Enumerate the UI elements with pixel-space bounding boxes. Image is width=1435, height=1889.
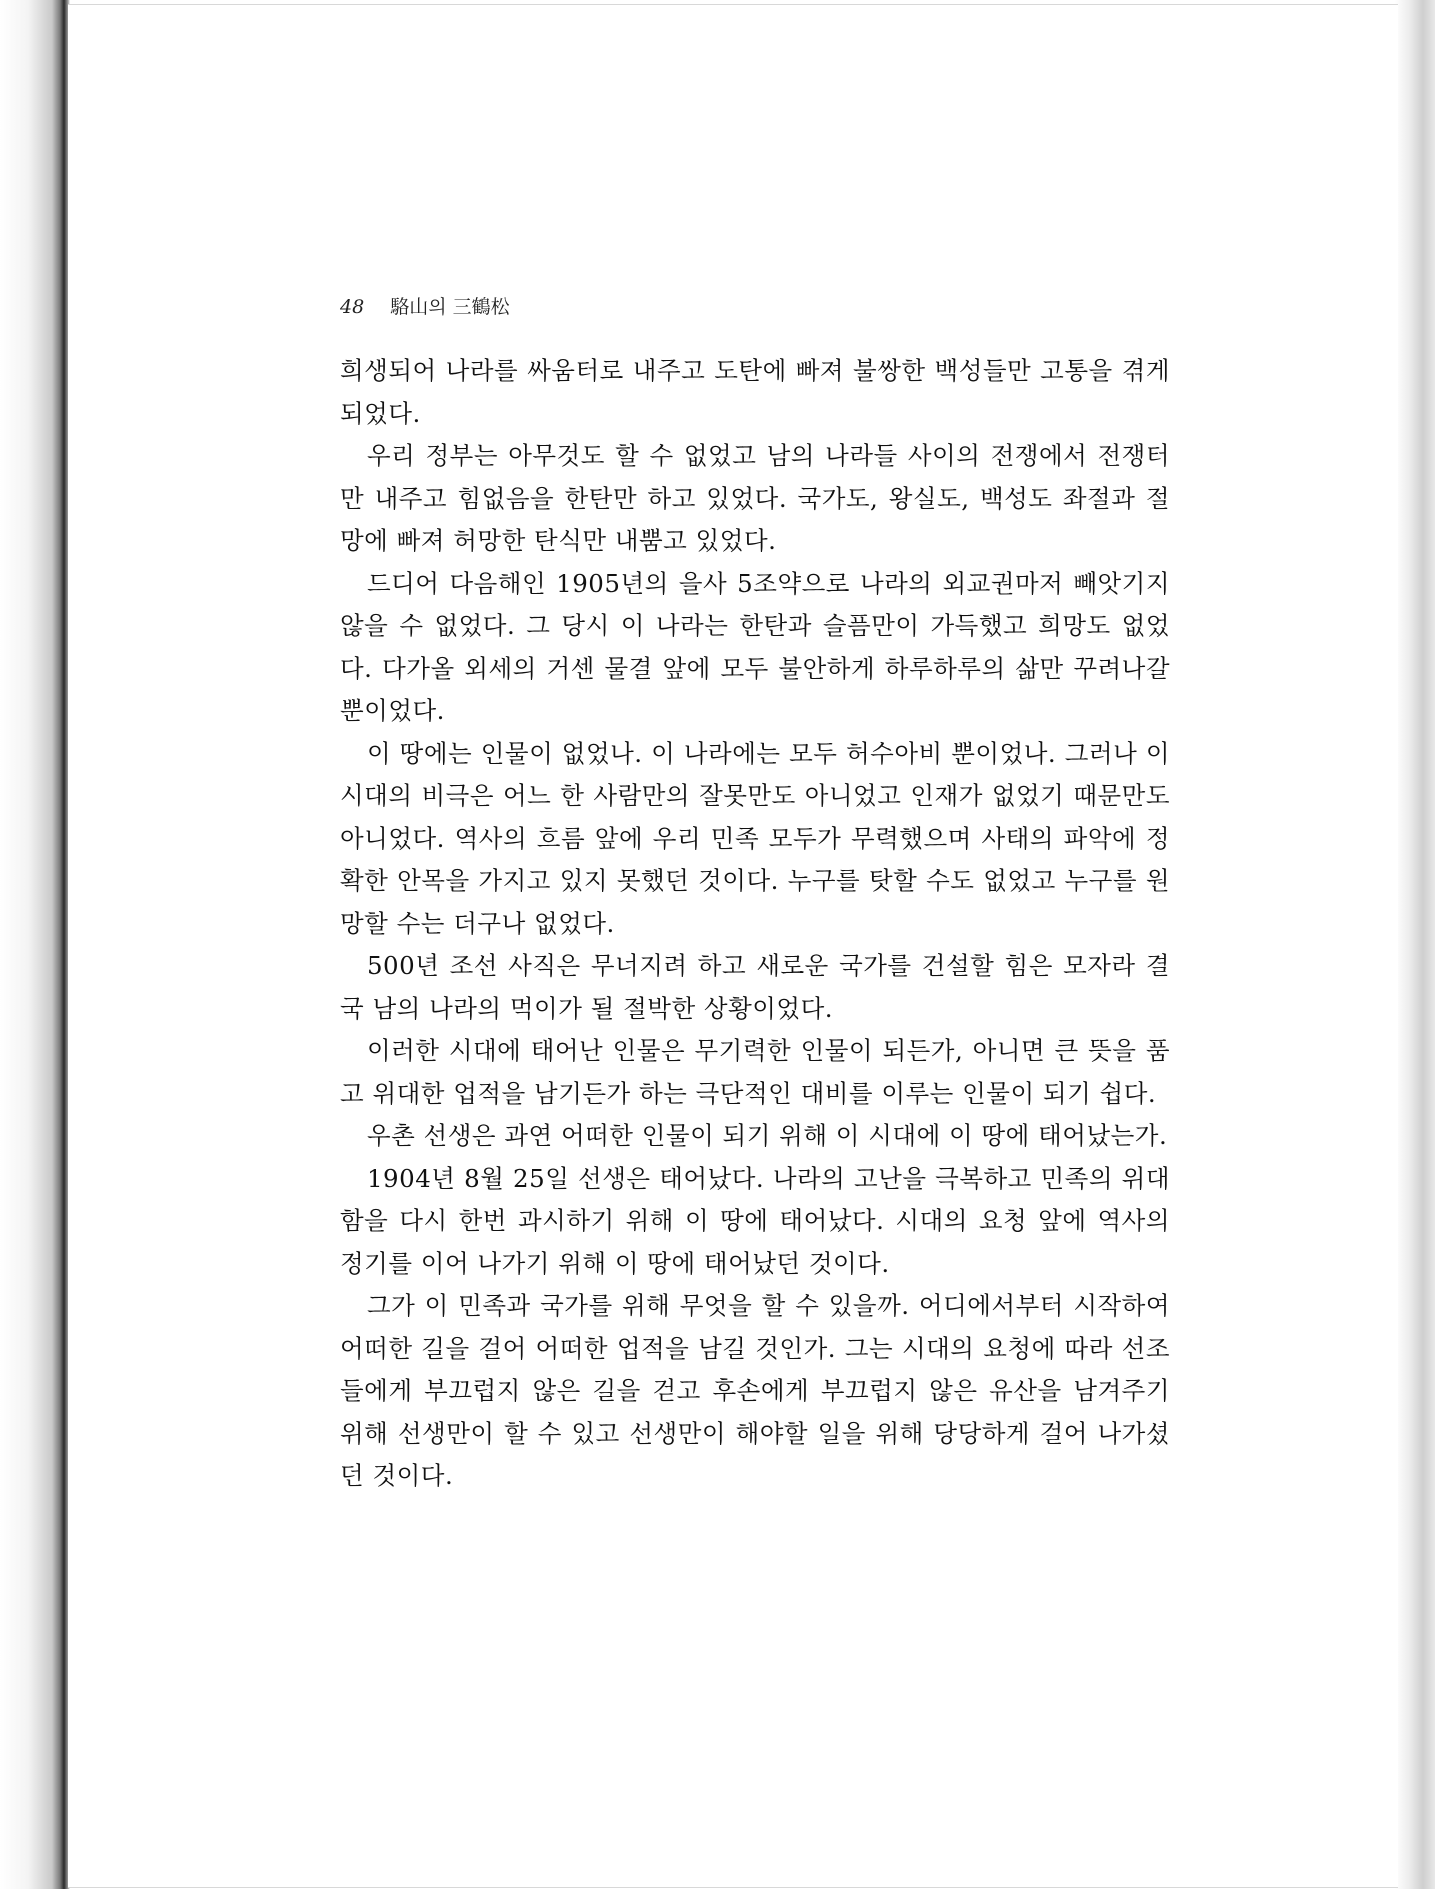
body-text: [340, 350, 1170, 1498]
paragraph-7: 우촌 선생은 과연 어떠한 인물이 되기 위해 이 시대에 이 땅에 태어났는가.: [366, 1121, 1168, 1150]
paragraph-3: 드디어 다음해인 1905년의 을사 5조약으로 나라의 외교권마저 빼앗기지 않을 수 없었다. 그 당시 이 나라는 한탄과 슬픔만이 가득했고 희망도 없었다. 다가올 외세의 거센 물결 앞에 모두 불안하게 하루하루의 삶만 꾸려나갈 뿐이었다.: [340, 568, 1170, 725]
running-head: [340, 292, 510, 322]
paragraph-9: 그가 이 민족과 국가를 위해 무엇을 할 수 있을까. 어디에서부터 시작하여 어떠한 길을 걸어 어떠한 업적을 남길 것인가. 그는 시대의 요청에 따라 선조들에게 부끄럽지 않은 길을 걷고 후손에게 부끄럽지 않은 유산을 남겨주기 위해 선생만이 할 수 있고 선생만이 해야할 일을 위해 당당하게 걸어 나가셨던 것이다.: [340, 1291, 1170, 1490]
page-number: 48: [340, 296, 365, 318]
paragraph-4: 이 땅에는 인물이 없었나. 이 나라에는 모두 허수아비 뿐이었나. 그러나 이 시대의 비극은 어느 한 사람만의 잘못만도 아니었고 인재가 없었기 때문만도 아니었다. 역사의 흐름 앞에 우리 민족 모두가 무력했으며 사태의 파악에 정확한 안목을 가지고 있지 못했던 것이다. 누구를 탓할 수도 없었고 누구를 원망할 수는 더구나 없었다.: [340, 738, 1170, 938]
page-edge-shadow: [1395, 0, 1435, 1889]
paragraph-8: 1904년 8월 25일 선생은 태어났다. 나라의 고난을 극복하고 민족의 위대함을 다시 한번 과시하기 위해 이 땅에 태어났다. 시대의 요청 앞에 역사의 정기를 이어 나가기 위해 이 땅에 태어났던 것이다.: [340, 1163, 1170, 1278]
paragraph-1: 희생되어 나라를 싸움터로 내주고 도탄에 빠져 불쌍한 백성들만 고통을 겪게 되었다.: [340, 356, 1170, 428]
paragraph-6: 이러한 시대에 태어난 인물은 무기력한 인물이 되든가, 아니면 큰 뜻을 품고 위대한 업적을 남기든가 하는 극단적인 대비를 이루는 인물이 되기 쉽다.: [340, 1036, 1170, 1108]
paragraph-5: 500년 조선 사직은 무너지려 하고 새로운 국가를 건설할 힘은 모자라 결국 남의 나라의 먹이가 될 절박한 상황이었다.: [340, 951, 1170, 1023]
book-binding-shadow: [0, 0, 70, 1889]
paragraph-2: 우리 정부는 아무것도 할 수 없었고 남의 나라들 사이의 전쟁에서 전쟁터만 내주고 힘없음을 한탄만 하고 있었다. 국가도, 왕실도, 백성도 좌절과 절망에 빠져 허망한 탄식만 내뿜고 있었다.: [340, 441, 1170, 555]
book-title: 駱山의 三鶴松: [390, 296, 510, 318]
